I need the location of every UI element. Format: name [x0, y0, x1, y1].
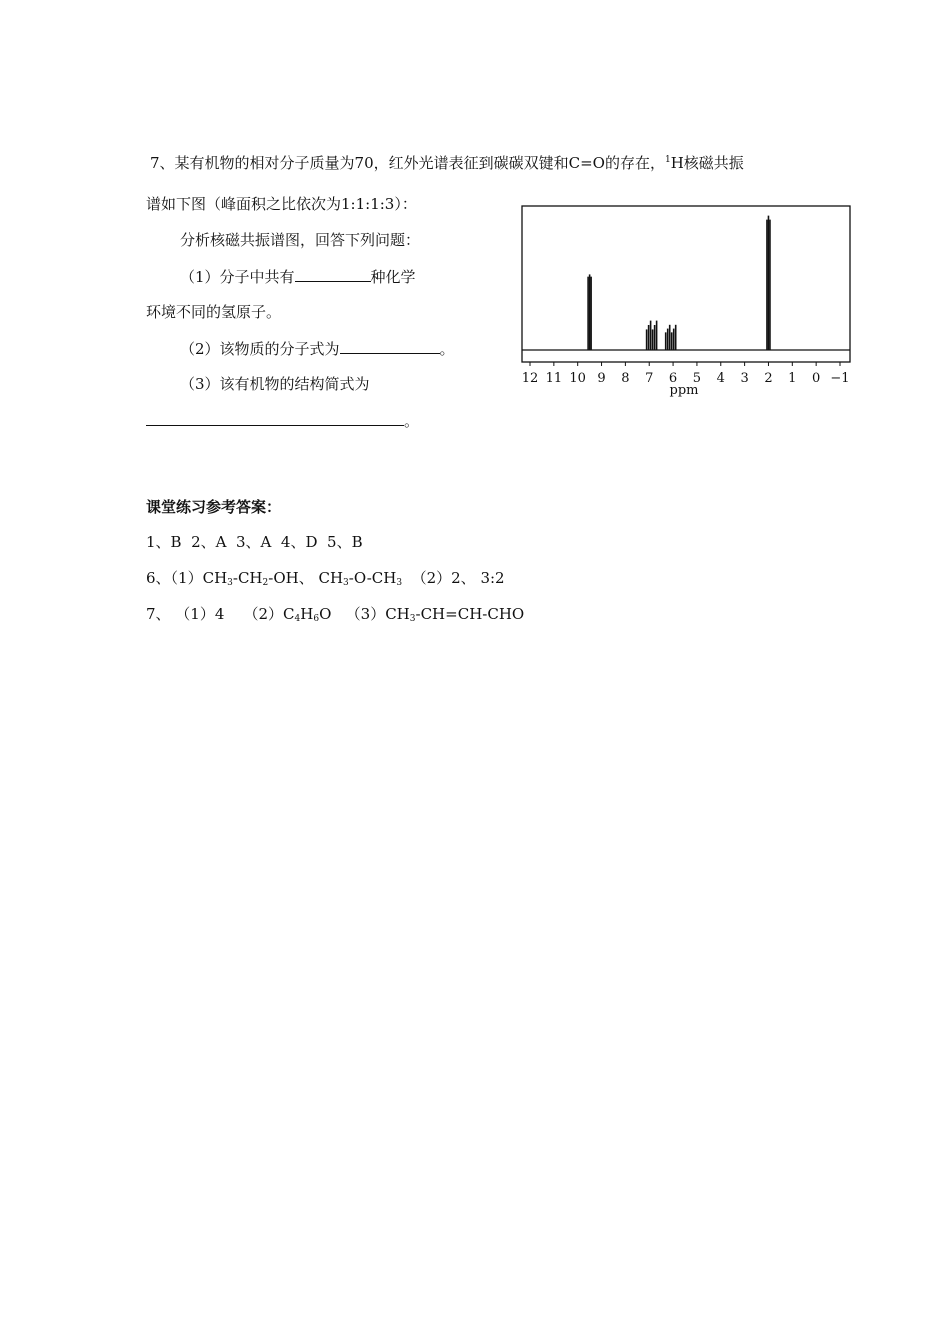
q1-text-end: 种化学 [370, 268, 416, 286]
a6-part: -O-CH [348, 569, 397, 587]
q2-text: （2）该物质的分子式为 [180, 340, 340, 358]
nmr-peak [647, 321, 657, 350]
x-tick-label: 5 [692, 371, 702, 386]
a6-part: -OH、 CH [268, 569, 344, 587]
answer-7 [146, 604, 524, 624]
q3-period: 。 [404, 412, 420, 430]
q1-answer-blank[interactable] [295, 266, 371, 282]
a7-part: O （3）CH [319, 605, 410, 623]
q7-line2: 谱如下图（峰面积之比依次为1:1:1:3）： [146, 195, 417, 213]
q7-part1-cont: 环境不同的氢原子。 [146, 303, 282, 321]
nmr-peak [767, 216, 770, 350]
nmr-spectrum-chart [518, 200, 858, 400]
x-tick-label: 8 [621, 371, 630, 386]
q3-answer-blank[interactable] [146, 410, 404, 426]
a6-part: -CH [232, 569, 263, 587]
q2-answer-blank[interactable] [340, 338, 440, 354]
q7-line1 [150, 153, 744, 173]
a6-part: （2）2、 3:2 [402, 569, 505, 587]
x-tick-label: 4 [716, 371, 725, 386]
q7-stem-end: H核磁共振 [670, 154, 744, 172]
answers-heading: 课堂练习参考答案： [146, 498, 282, 516]
q2-period: 。 [439, 340, 455, 358]
nmr-peak [588, 274, 591, 350]
x-tick-label: 10 [569, 371, 586, 386]
a6-part: 6、（1）CH [146, 569, 228, 587]
nmr-peak [666, 325, 676, 350]
q7-stem: 7、某有机物的相对分子质量为70，红外光谱表征到碳碳双键和C=O的存在， [150, 154, 665, 172]
a7-part: -CH=CH-CHO [415, 605, 525, 623]
a6-sub: 3 [343, 578, 349, 588]
chart-frame [522, 206, 850, 362]
a6-sub: 3 [227, 578, 233, 588]
q1-text: （1）分子中共有 [180, 268, 295, 286]
x-tick-label: 12 [521, 371, 539, 386]
x-tick-label: 2 [764, 371, 773, 386]
x-tick-label: 1 [788, 371, 797, 386]
q7-part3: （3）该有机物的结构简式为 [180, 375, 370, 393]
a7-sub: 4 [294, 614, 301, 624]
q7-instruction: 分析核磁共振谱图，回答下列问题： [180, 231, 421, 249]
a7-part: H [300, 605, 314, 623]
x-tick-label: −1 [830, 371, 850, 386]
q7-part3-cont [146, 410, 419, 431]
x-tick-label: 0 [812, 371, 821, 386]
a7-sub: 6 [313, 614, 320, 624]
a7-part: 7、 （1）4 （2）C [146, 605, 295, 623]
a6-sub: 3 [396, 578, 403, 588]
x-tick-label: 7 [645, 371, 654, 386]
a6-sub: 2 [262, 578, 269, 588]
x-tick-label: 9 [597, 371, 606, 386]
answer-6 [146, 568, 505, 588]
x-tick-label: 3 [740, 371, 749, 386]
q7-part1 [180, 266, 416, 287]
a7-sub: 3 [409, 614, 416, 624]
x-tick-label: 6 [668, 371, 678, 386]
x-axis-label: ppm [669, 383, 699, 398]
q7-part2 [180, 338, 455, 359]
superscript-1: 1 [664, 155, 671, 165]
x-tick-label: 11 [545, 371, 563, 386]
answer-1-5: 1、B 2、A 3、A 4、D 5、B [146, 533, 363, 551]
